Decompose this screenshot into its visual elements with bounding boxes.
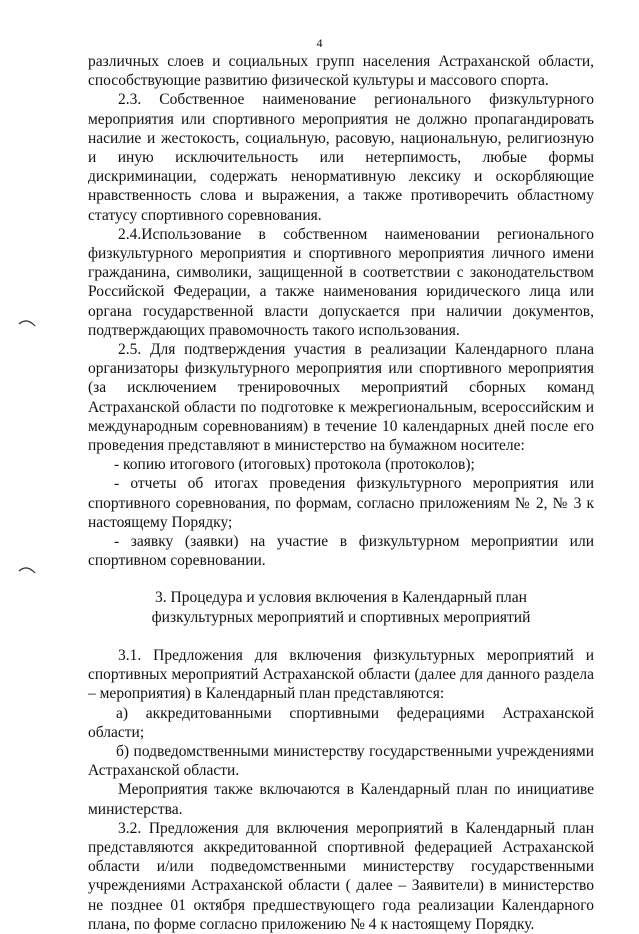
margin-mark (18, 563, 36, 575)
paragraph-2-3: 2.3. Собственное наименование регионального физкультурного мероприятия или спортивного мероприятия не должно пропагандировать насилие и жестокость, социальную, расовую, национальную, религиозную и иную исключительность или нетерпимость, любые формы дискриминации, содержать ненормативную лексику и оскорбляющие нравственность слова и выражения, а также противоречить областному статусу спортивного соревнования. (88, 91, 594, 224)
paragraph-intro: различных слоев и социальных групп населения Астраханской области, способствующие развитию физической культуры и массового спорта. (88, 53, 594, 90)
list-item-application: - заявку (заявки) на участие в физкультурном мероприятии или спортивном соревновании. (88, 533, 594, 570)
paragraph-2-5: 2.5. Для подтверждения участия в реализации Календарного плана организаторы физкультурного мероприятия или спортивного мероприятия (за исключением тренировочных мероприятий сборных команд Астраханской области по подготовке к межрегиональным, всероссийским и международным соревнованиям) в течение 10 календарных дней после его проведения представляют в министерство на бумажном носителе: (88, 341, 594, 455)
paragraph-3-2: 3.2. Предложения для включения мероприятий в Календарный план представляются аккредитованной спортивной федерацией Астраханской области и/или подведомственными министерству государственными учреждениями Астраханской области ( далее – Заявители) в министерство не позднее 01 октября предшествующего года реализации Календарного плана, по форме согласно приложению № 4 к настоящему Порядку. (88, 819, 594, 933)
list-item-protocol: - копию итогового (итоговых) протокола (протоколов); (114, 456, 475, 474)
document-body (88, 52, 594, 934)
page-number: 4 (316, 36, 323, 50)
margin-mark (18, 316, 36, 328)
paragraph-2-4: 2.4.Использование в собственном наименовании регионального физкультурного мероприятия и спортивного мероприятия личного имени гражданина, символики, защищенной в соответствии с законодательством Российской Федерации, а также наименования юридического лица или органа государственной власти допускается при наличии документов, подтверждающих правомочность такого использования. (88, 225, 594, 339)
list-item-a: а) аккредитованными спортивными федерациями Астраханской области; (88, 704, 594, 741)
paragraph-3-1: 3.1. Предложения для включения физкультурных мероприятий и спортивных мероприятий Астраханской области (далее для данного раздела – мероприятия) в Календарный план представляются: (88, 646, 594, 703)
section-heading (88, 588, 594, 626)
list-item-b: б) подведомственными министерству государственными учреждениями Астраханской области. (88, 742, 594, 780)
paragraph-ministry-initiative: Мероприятия также включаются в Календарный план по инициативе министерства. (88, 781, 594, 818)
list-item-reports: - отчеты об итогах проведения физкультурного мероприятия или спортивного соревнования, по формам, согласно приложениям № 2, № 3 к настоящему Порядку; (88, 475, 594, 531)
section-heading-line-2: физкультурных мероприятий и спортивных мероприятий (151, 608, 531, 626)
section-heading-line-1: 3. Процедура и условия включения в Календарный план (155, 589, 527, 607)
